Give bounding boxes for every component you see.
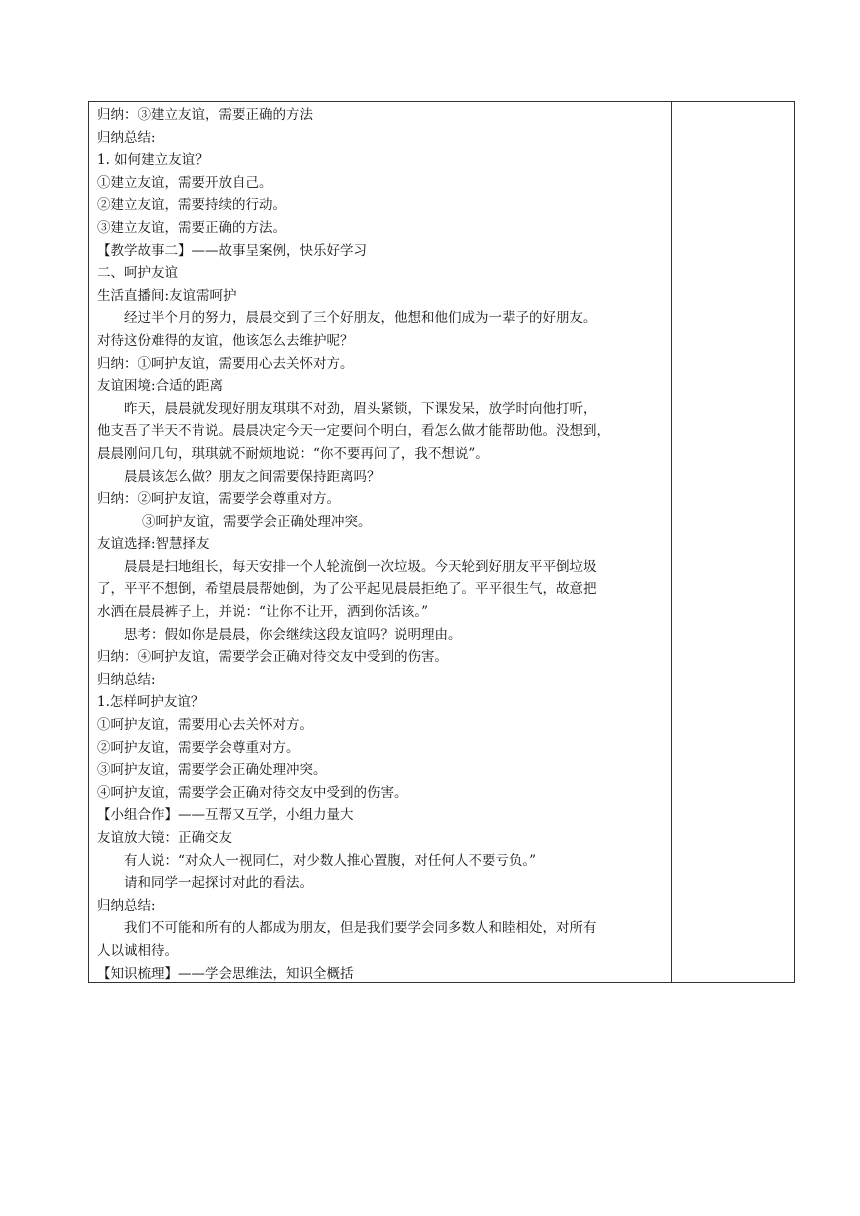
text-line: 经过半个月的努力，晨晨交到了三个好朋友，他想和他们成为一辈子的好朋友。 — [124, 310, 597, 327]
text-line: 我们不可能和所有的人都成为朋友，但是我们要学会同多数人和睦相处，对所有 — [124, 920, 597, 937]
text-line: ③建立友谊，需要正确的方法。 — [97, 219, 286, 236]
text-line: 晨晨该怎么做？朋友之间需要保持距离吗？ — [124, 468, 381, 485]
text-line: 归纳总结: — [97, 671, 156, 688]
text-line: 归纳：①呵护友谊，需要用心去关怀对方。 — [97, 355, 354, 372]
notes-cell — [672, 102, 794, 982]
text-line: 了，平平不想倒，希望晨晨帮她倒，为了公平起见晨晨拒绝了。平平很生气，故意把 — [97, 581, 597, 598]
text-line: 思考：假如你是晨晨，你会继续这段友谊吗？说明理由。 — [124, 626, 462, 643]
text-line: ③呵护友谊，需要学会正确处理冲突。 — [97, 762, 327, 779]
text-line: ②呵护友谊，需要学会尊重对方。 — [97, 739, 300, 756]
text-line: 友谊放大镜：正确交友 — [97, 830, 232, 846]
text-line: 归纳：④呵护友谊，需要学会正确对待交友中受到的伤害。 — [97, 649, 448, 666]
text-line: ①呵护友谊，需要用心去关怀对方。 — [97, 717, 313, 734]
text-line: 水洒在晨晨裤子上，并说：“让你不让开，洒到你活该。” — [97, 604, 429, 621]
text-line: 他支吾了半天不肯说。晨晨决定今天一定要问个明白，看怎么做才能帮助他。没想到， — [97, 423, 610, 440]
text-line: ①建立友谊，需要开放自己。 — [97, 174, 273, 191]
text-line: 1.怎样呵护友谊？ — [97, 694, 205, 711]
lesson-table — [88, 101, 795, 983]
text-line: 生活直播间:友谊需呵护 — [97, 287, 237, 304]
text-line: 二、呵护友谊 — [97, 265, 178, 282]
text-line: 请和同学一起探讨对此的看法。 — [124, 875, 313, 892]
text-line: 归纳总结: — [97, 897, 156, 914]
text-line: 归纳：③建立友谊，需要正确的方法 — [97, 107, 313, 123]
text-line: 【教学故事二】——故事呈案例，快乐好学习 — [97, 242, 367, 259]
text-line: ④呵护友谊，需要学会正确对待交友中受到的伤害。 — [97, 784, 408, 801]
text-line: 对待这份难得的友谊，他该怎么去维护呢？ — [97, 332, 354, 349]
text-line: 友谊困境:合适的距离 — [97, 378, 224, 395]
text-line: 【知识梳理】——学会思维法，知识全概括 — [97, 965, 354, 982]
text-line: 晨晨是扫地组长，每天安排一个人轮流倒一次垃圾。今天轮到好朋友平平倒垃圾 — [124, 558, 597, 575]
lesson-content-cell — [89, 102, 671, 985]
text-line: 有人说：“对众人一视同仁，对少数人推心置腹，对任何人不要亏负。” — [124, 852, 537, 869]
text-line: 友谊选择:智慧择友 — [97, 536, 210, 553]
text-line: 归纳总结: — [97, 129, 156, 146]
text-line: 昨天，晨晨就发现好朋友琪琪不对劲，眉头紧锁，下课发呆，放学时向他打听， — [124, 400, 597, 417]
text-line: ③呵护友谊，需要学会正确处理冲突。 — [142, 513, 372, 530]
text-line: ②建立友谊，需要持续的行动。 — [97, 197, 286, 214]
text-line: 人以诚相待。 — [97, 942, 178, 959]
text-line: 晨晨刚问几句，琪琪就不耐烦地说：“你不要再问了，我不想说”。 — [97, 445, 489, 462]
text-line: 【小组合作】——互帮又互学，小组力量大 — [97, 807, 354, 824]
text-line: 归纳：②呵护友谊，需要学会尊重对方。 — [97, 491, 340, 508]
text-line: 1. 如何建立友谊？ — [97, 152, 209, 169]
